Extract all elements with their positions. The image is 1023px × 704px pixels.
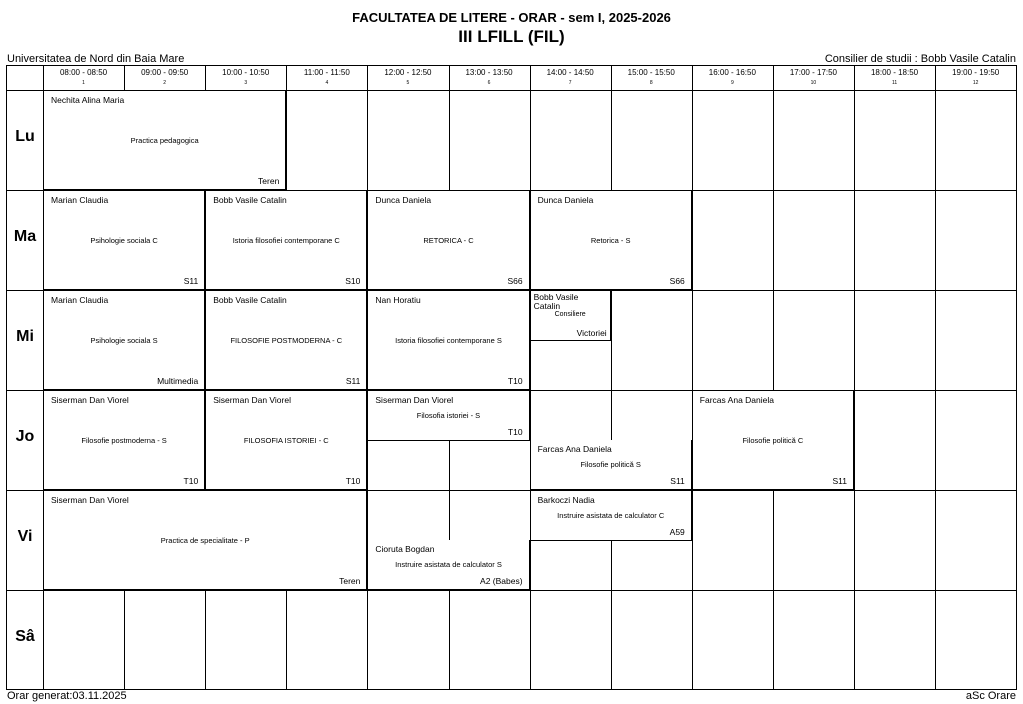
day-label: Sâ — [15, 628, 35, 645]
activity-card[interactable] — [368, 540, 529, 590]
grid-vline — [854, 66, 855, 689]
period-time: 10:00 - 10:50 — [222, 68, 270, 77]
activity-teacher: Marian Claudia — [51, 295, 109, 305]
activity-subject: Filosofie politică S — [580, 460, 641, 469]
activity-room: S11 — [183, 276, 199, 286]
period-time: 09:00 - 09:50 — [141, 68, 189, 77]
grid-vline — [611, 66, 612, 689]
period-time: 15:00 - 15:50 — [627, 68, 675, 77]
grid-vline — [692, 66, 693, 689]
activity-teacher: Bobb Vasile Catalin — [533, 292, 579, 311]
period-number: 4 — [325, 80, 329, 86]
activity-subject: Instruire asistata de calculator S — [395, 560, 502, 569]
activity-room: S10 — [345, 276, 361, 286]
period-time: 08:00 - 08:50 — [59, 68, 108, 77]
activity-teacher: Bobb Vasile Catalin — [213, 195, 287, 205]
activity-room: A59 — [669, 527, 685, 537]
period-header — [611, 66, 692, 90]
period-number: 6 — [487, 80, 491, 86]
activity-subject: FILOSOFIA ISTORIEI - C — [243, 436, 329, 445]
activity-subject: Psihologie sociala C — [90, 236, 158, 245]
university-name: Universitatea de Nord din Baia Mare — [7, 53, 185, 65]
activity-teacher: Farcas Ana Daniela — [699, 395, 774, 405]
period-time: 11:00 - 11:50 — [303, 68, 350, 77]
activity-subject: Practica de specialitate - P — [160, 536, 250, 545]
activity-subject: FILOSOFIE POSTMODERNA - C — [230, 336, 343, 345]
grid-hline — [7, 590, 1016, 591]
software-brand: aSc Orare — [965, 690, 1016, 702]
period-header — [530, 66, 611, 90]
activity-subject: Consiliere — [554, 311, 586, 318]
activity-teacher: Barkoczi Nadia — [537, 495, 595, 505]
period-number: 8 — [649, 80, 653, 86]
activity-card[interactable] — [531, 191, 692, 290]
activity-card[interactable] — [44, 491, 367, 590]
period-number: 12 — [972, 80, 979, 86]
period-time: 18:00 - 18:50 — [870, 68, 919, 77]
activity-card[interactable] — [531, 440, 692, 490]
activity-subject: Psihologie sociala S — [90, 336, 158, 345]
activity-teacher: Siserman Dan Viorel — [51, 395, 129, 405]
activity-room: Teren — [339, 576, 361, 586]
activity-teacher: Siserman Dan Viorel — [375, 395, 454, 405]
activity-card[interactable] — [44, 191, 205, 290]
activity-card[interactable] — [44, 291, 205, 390]
activity-card[interactable] — [44, 91, 286, 190]
activity-teacher: Dunca Daniela — [375, 195, 432, 205]
period-time: 14:00 - 14:50 — [546, 68, 594, 77]
day-label: Vi — [17, 528, 33, 545]
activity-card[interactable] — [531, 491, 692, 541]
activity-room: T10 — [183, 476, 199, 486]
period-number: 1 — [82, 80, 85, 86]
activity-room: S66 — [669, 276, 685, 286]
activity-subject: Practica pedagogica — [130, 136, 199, 145]
activity-teacher: Nan Horatiu — [375, 295, 421, 305]
activity-teacher: Marian Claudia — [51, 195, 109, 205]
activity-room: T10 — [507, 427, 523, 437]
period-header — [935, 66, 1016, 90]
activity-teacher: Siserman Dan Viorel — [213, 395, 291, 405]
activity-subject: Filosofie postmoderna - S — [81, 436, 167, 445]
activity-card[interactable] — [693, 391, 854, 490]
activity-card[interactable] — [44, 391, 205, 490]
period-number: 10 — [810, 80, 817, 86]
period-header — [205, 66, 286, 90]
activity-card[interactable] — [368, 391, 529, 441]
activity-teacher: Cioruta Bogdan — [375, 544, 435, 554]
grid-vline — [935, 66, 936, 689]
timetable-grid — [6, 65, 1017, 690]
period-number: 5 — [406, 80, 410, 86]
day-label: Mi — [16, 328, 34, 345]
activity-teacher: Nechita Alina Maria — [51, 95, 125, 105]
activity-room: S11 — [832, 476, 847, 486]
activity-card[interactable] — [206, 191, 367, 290]
period-time: 19:00 - 19:50 — [952, 68, 1000, 77]
day-label: Lu — [15, 128, 35, 145]
activity-card[interactable] — [206, 391, 367, 490]
activity-room: T10 — [507, 376, 523, 386]
group-title: III LFILL (FIL) — [458, 27, 565, 46]
activity-room: S66 — [507, 276, 523, 286]
activity-teacher: Siserman Dan Viorel — [51, 495, 129, 505]
period-number: 11 — [891, 80, 898, 86]
period-time: 12:00 - 12:50 — [384, 68, 432, 77]
activity-subject: Filosofia istoriei - S — [416, 411, 481, 420]
grid-vline — [530, 66, 531, 689]
activity-subject: RETORICA - C — [423, 236, 474, 245]
activity-room: Victoriei — [576, 328, 607, 338]
period-header — [692, 66, 773, 90]
activity-room: T10 — [345, 476, 361, 486]
period-header — [449, 66, 530, 90]
faculty-title: FACULTATEA DE LITERE - ORAR - sem I, 2025-2026 — [352, 10, 671, 25]
activity-subject: Retorica - S — [590, 236, 631, 245]
study-advisor: Consilier de studii : Bobb Vasile Catalin — [824, 53, 1016, 65]
activity-card[interactable] — [368, 191, 529, 290]
day-label: Ma — [13, 228, 37, 245]
period-header — [124, 66, 205, 90]
period-number: 7 — [568, 80, 572, 86]
period-header — [43, 66, 124, 90]
grid-vline — [773, 66, 774, 689]
period-time: 17:00 - 17:50 — [789, 68, 838, 77]
activity-subject: Istoria filosofiei contemporane C — [232, 236, 340, 245]
period-number: 9 — [730, 80, 734, 86]
activity-subject: Filosofie politică C — [742, 436, 804, 445]
period-header — [773, 66, 854, 90]
activity-card[interactable] — [368, 291, 529, 390]
activity-subject: Istoria filosofiei contemporane S — [395, 336, 502, 345]
period-number: 3 — [244, 80, 248, 86]
period-number: 2 — [163, 80, 167, 86]
activity-room: S11 — [345, 376, 361, 386]
activity-card[interactable] — [531, 291, 611, 341]
activity-subject: Instruire asistata de calculator C — [557, 511, 665, 520]
activity-card[interactable] — [206, 291, 367, 390]
generated-date: Orar generat:03.11.2025 — [7, 690, 127, 702]
period-time: 16:00 - 16:50 — [708, 68, 756, 77]
activity-room: A2 (Babes) — [480, 576, 523, 586]
activity-room: S11 — [670, 476, 685, 486]
activity-room: Teren — [258, 176, 280, 186]
day-label: Jo — [15, 428, 35, 445]
activity-room: Multimedia — [157, 376, 199, 386]
period-header — [367, 66, 448, 90]
activity-teacher: Dunca Daniela — [537, 195, 594, 205]
period-header — [286, 66, 367, 90]
period-header — [854, 66, 935, 90]
activity-teacher: Bobb Vasile Catalin — [213, 295, 287, 305]
period-time: 13:00 - 13:50 — [465, 68, 513, 77]
activity-teacher: Farcas Ana Daniela — [537, 444, 612, 454]
